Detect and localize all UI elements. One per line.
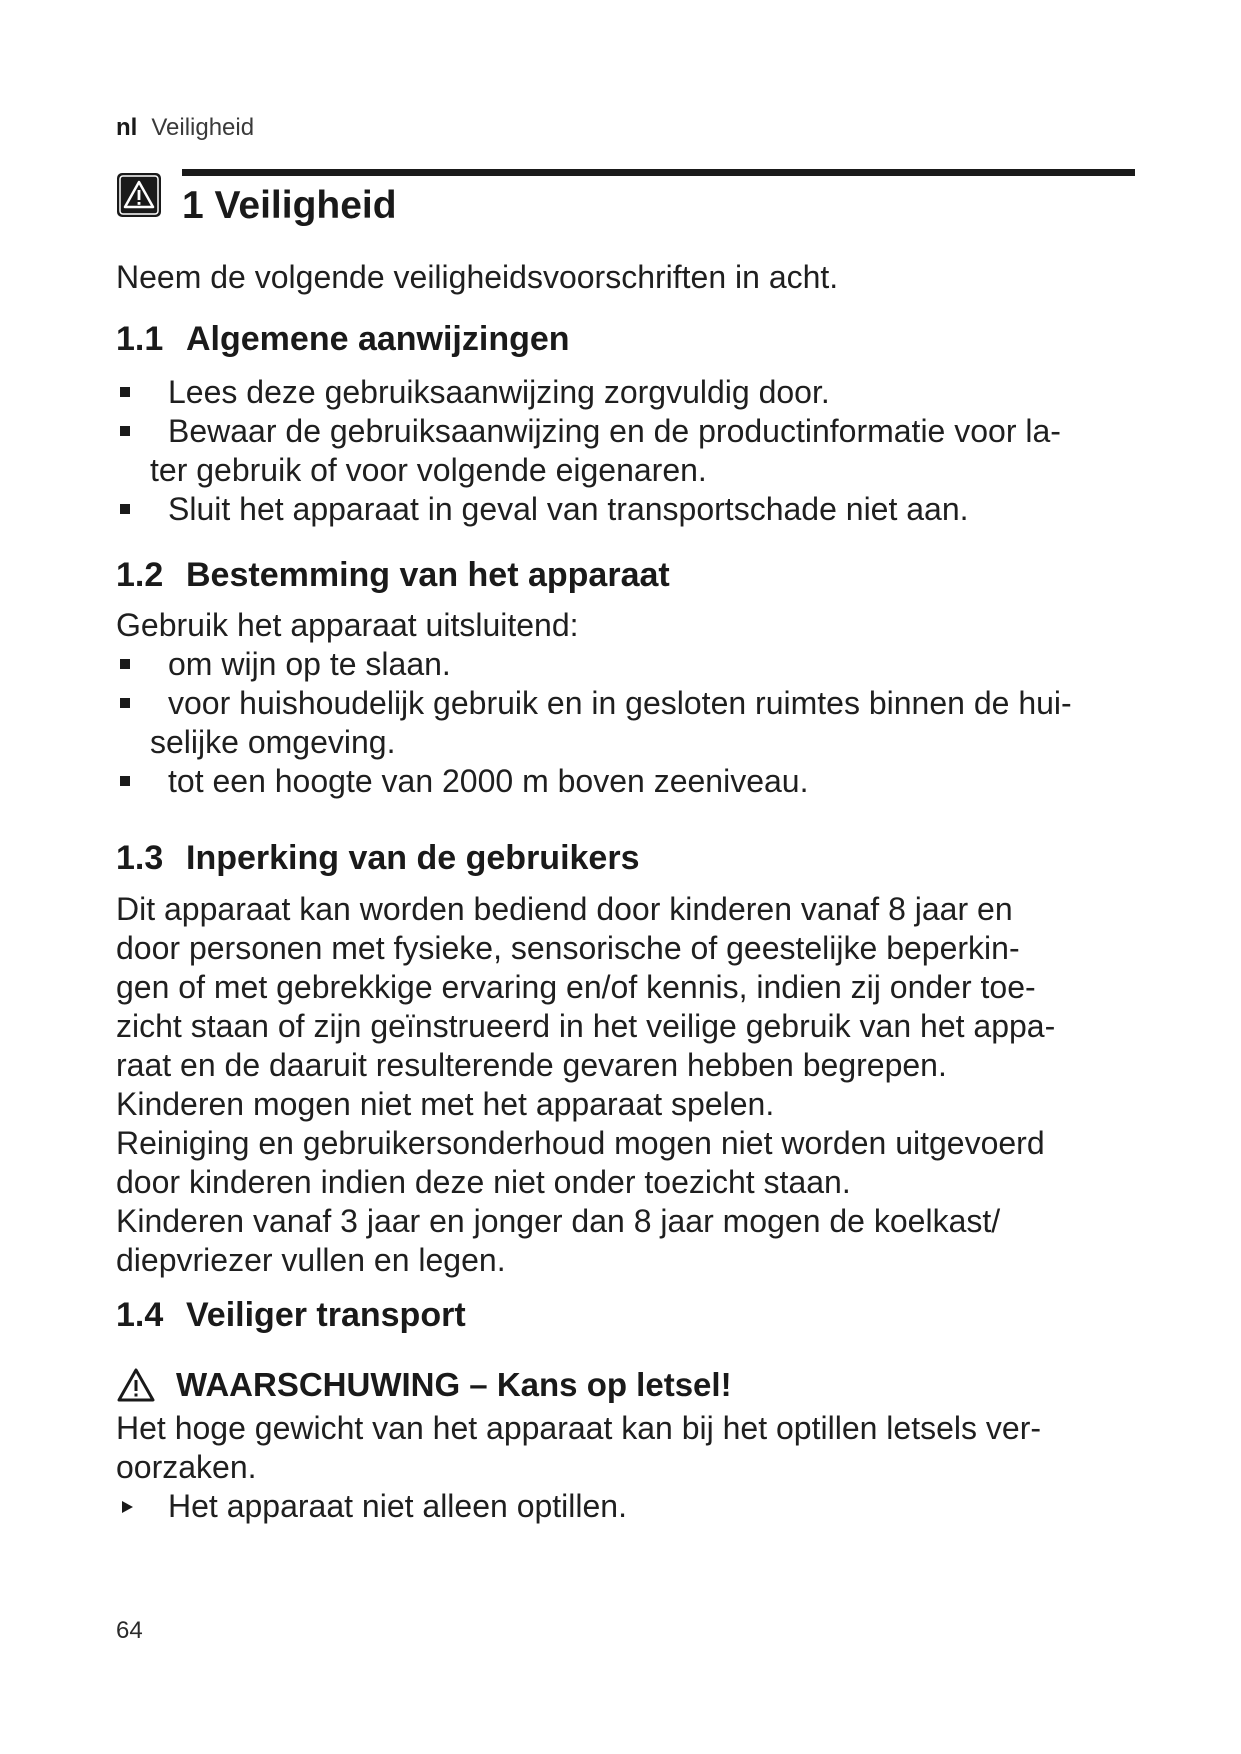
list-item: Sluit het apparaat in geval van transportschade niet aan. xyxy=(116,490,1156,529)
list-item: om wijn op te slaan. xyxy=(116,645,1156,684)
list-item: tot een hoogte van 2000 m boven zeeniveau. xyxy=(116,762,1156,801)
section-heading-1-2 xyxy=(116,556,670,595)
section-number: 1.2 xyxy=(116,556,164,594)
section-number: 1.1 xyxy=(116,320,164,358)
section-title: Bestemming van het apparaat xyxy=(186,556,670,594)
warning-triangle-icon xyxy=(116,172,162,218)
general-instructions-list xyxy=(116,373,1156,529)
warning-triangle-icon xyxy=(116,1367,156,1403)
running-header xyxy=(116,114,254,142)
user-restrictions-text: Dit apparaat kan worden bediend door kinderen vanaf 8 jaar en door personen met fysieke, sensorische of geestelijke beperkin- gen of met gebrekkige ervaring en/of kennis, indien zij onder toe- zicht staan of zijn geïnstrueerd in het veilige gebruik van het appa- raat en de daaruit resulterende gevaren hebben begrepen. Kinderen mogen niet met het apparaat spelen. Reiniging en gebruikersonderhoud mogen niet worden uitgevoerd door kinderen indien deze niet onder toezicht staan. Kinderen vanaf 3 jaar en jonger dan 8 jaar mogen de koelkast/ diepvriezer vullen en legen. xyxy=(116,891,1056,1278)
section-title: Veiliger transport xyxy=(186,1296,466,1334)
warning-text: Het hoge gewicht van het apparaat kan bij het optillen letsels ver- oorzaken. xyxy=(116,1410,1041,1485)
list-item: Bewaar de gebruiksaanwijzing en de productinformatie voor la- ter gebruik of voor volgende eigenaren. xyxy=(116,412,1156,490)
section-heading-1-3 xyxy=(116,839,639,878)
language-code: nl xyxy=(116,114,138,141)
intended-use-lead: Gebruik het apparaat uitsluitend: xyxy=(116,607,579,643)
section-heading-1-4 xyxy=(116,1296,466,1335)
header-section: Veiligheid xyxy=(151,114,255,141)
section-title: Inperking van de gebruikers xyxy=(186,839,640,877)
intended-use-list xyxy=(116,645,1156,801)
list-item: Lees deze gebruiksaanwijzing zorgvuldig door. xyxy=(116,373,1156,412)
intro-text: Neem de volgende veiligheidsvoorschriften in acht. xyxy=(116,259,839,295)
page-number: 64 xyxy=(116,1617,143,1644)
chapter-rule xyxy=(182,169,1135,176)
warning-label: WAARSCHUWING – Kans op letsel! xyxy=(176,1366,732,1403)
action-step xyxy=(116,1487,627,1526)
step-arrow-icon xyxy=(122,1501,133,1513)
section-title: Algemene aanwijzingen xyxy=(186,320,570,358)
step-text: Het apparaat niet alleen optillen. xyxy=(168,1488,627,1524)
section-number: 1.4 xyxy=(116,1296,164,1334)
chapter-title: 1 Veiligheid xyxy=(182,184,397,227)
list-item: voor huishoudelijk gebruik en in gesloten ruimtes binnen de hui- selijke omgeving. xyxy=(116,684,1156,762)
section-heading-1-1 xyxy=(116,320,570,359)
section-number: 1.3 xyxy=(116,839,164,877)
warning-notice xyxy=(116,1366,732,1404)
